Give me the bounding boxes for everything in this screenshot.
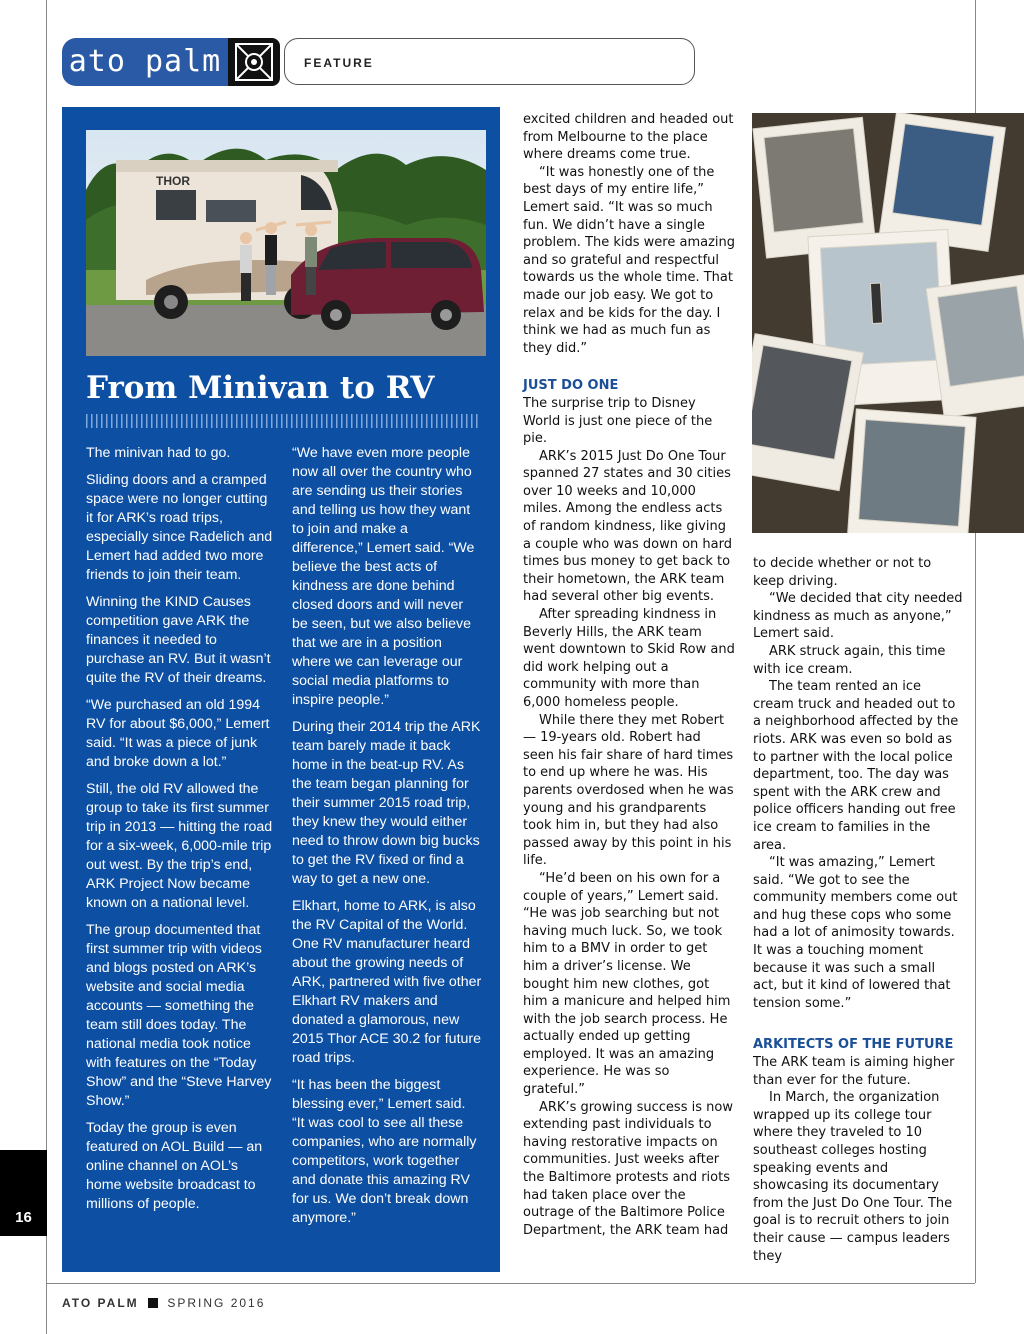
article-headline: From Minivan to RV: [86, 370, 435, 406]
paragraph: The team rented an ice cream truck and headed out to a neighborhood affected by the riots. ARK was even so bold as to partner with the local police department, too. The day was spent with the ARK crew and police officers handing out free ice cream to families in the area.: [753, 679, 959, 853]
paragraph: The ARK team is aiming higher than ever for the future.: [753, 1055, 955, 1088]
paragraph: “It was honestly one of the best days of my entire life,” Lemert said. “It was so much fun. We didn’t have a single problem. The kids were amazing and so grateful and respectful towards us the whole time. That made our job easy. We got to relax and be kids for the day. I think we had as much fun as they did.”: [523, 164, 736, 356]
paragraph: “We decided that city needed kindness as much as anyone,” Lemert said.: [753, 591, 963, 642]
footer-rule: [46, 1283, 975, 1284]
paragraph: excited children and headed out from Melbourne to the place where dreams come true.: [523, 112, 734, 163]
paragraph: It was a touching moment because it was such a small act, but it kind of lowered that tension some.”: [753, 943, 951, 1011]
paragraph: The surprise trip to Disney World is just one piece of the pie.: [523, 395, 713, 447]
footer: [62, 1296, 265, 1310]
paragraph: The group documented that first summer trip with videos and blogs posted on ARK’s website and social media accounts — something the team still does today. The national media took notice with features on the “Today Show” and the “Steve Harvey Show.”: [86, 922, 272, 1109]
paragraph: “We have even more people now all over the country who are sending us their stories and telling us how they want to join and make a difference,” Lemert said. “We believe the best acts of kindness are done behind closed doors and will never be seen, but we also believe that we are in a position where we can leverage our social media platforms to inspire people.”: [292, 445, 475, 708]
page-number: 16: [15, 1209, 32, 1226]
right-margin-rule-bottom: [975, 533, 976, 1283]
page-number-tab: [0, 1150, 47, 1236]
footer-issue: SPRING 2016: [167, 1296, 266, 1310]
footer-crest-icon: [148, 1298, 158, 1308]
section-label: FEATURE: [304, 56, 374, 70]
paragraph: After spreading kindness in Beverly Hills, the ARK team went downtown to Skid Row and did work helping out a community with more than 6,000 homeless people.: [523, 607, 735, 710]
paragraph: The minivan had to go.: [86, 445, 231, 461]
paragraph: “He’d been on his own for a couple of years,” Lemert said. “He was job searching but not having much luck. So, we took him to a BMV in order to get him a driver’s license. We bought him new clothes, got him a manicure and helped him with the job search process. He actually ended up getting employed. It was an amazing experience. He was so grateful.”: [523, 870, 731, 1098]
right-margin-rule-top: [975, 0, 976, 113]
paragraph: ARK struck again, this time with ice cream.: [753, 643, 946, 677]
paragraph: Today the group is even featured on AOL Build — an online channel on AOL’s home website broadcast to millions of people.: [86, 1120, 263, 1212]
paragraph: Still, the old RV allowed the group to take its first summer trip in 2013 — hitting the road for a six-week, 6,000-mile trip out west. By the trip’s end, ARK Project Now became known on a national level.: [86, 781, 273, 911]
left-margin-rule: [46, 0, 47, 1334]
paragraph: to decide whether or not to keep driving.: [753, 556, 932, 589]
headline-divider: [86, 414, 480, 428]
paragraph: While there they met Robert — 19-years old. Robert had seen his fair share of hard times to end up where he was. His parents overdosed when he was young and his grandparents took him in, but they had also passed away by this point in his life.: [523, 712, 734, 869]
paragraph: Elkhart, home to ARK, is also the RV Capital of the World. One RV manufacturer heard about the growing needs of ARK, partnered with five other Elkhart RV makers and donated a glamorous, new 2015 Thor ACE 30.2 for future road trips.: [292, 898, 482, 1066]
paragraph: During their 2014 trip the ARK team barely made it back home in the beat-up RV. As the team began planning for their summer 2015 road trip, they knew they would either need to throw down big bucks to get the RV fixed or find a way to get a new one.: [292, 719, 481, 887]
paragraph: “It has been the biggest blessing ever,” Lemert said. “It was cool to see all these companies, who are normally competitors, work together and donate this amazing RV for us. We don’t break down anymore.”: [292, 1077, 477, 1226]
article-column-4: [753, 555, 963, 1265]
rv-photo: [86, 130, 486, 356]
article-column-1: [86, 444, 276, 1222]
subhead-arkitects: ARKITECTS OF THE FUTURE: [753, 1037, 954, 1053]
subhead-just-do-one: JUST DO ONE: [523, 378, 619, 394]
ato-crest-icon: [228, 38, 280, 86]
ato-palm-logo: ato palm: [62, 38, 228, 86]
polaroid-photos: [752, 113, 1024, 533]
footer-publication: ATO PALM: [62, 1296, 139, 1310]
article-column-3: [523, 111, 735, 1239]
paragraph: ARK’s 2015 Just Do One Tour spanned 27 states and 30 cities over 10 weeks and 10,000 miles. Among the endless acts of random kindness, like giving a couple who was down on hard times bus money to get back to their hometown, the ARK team had several other big events.: [523, 448, 733, 605]
paragraph: Winning the KIND Causes competition gave ARK the finances it needed to purchase an RV. But it wasn’t quite the RV of their dreams.: [86, 594, 271, 686]
article-column-2: [292, 444, 482, 1236]
paragraph: ARK’s growing success is now extending past individuals to having restorative impacts on communities. Just weeks after the Baltimore protests and riots had taken place over the outrage of the Baltimore Police Department, the ARK team had: [523, 1099, 733, 1238]
paragraph: Sliding doors and a cramped space were no longer cutting it for ARK’s road trips, especially since Radelich and Lemert had added two more friends to join their team.: [86, 472, 273, 583]
paragraph: “It was amazing,” Lemert said. “We got to see the community members come out and hug these cops who some had a lot of animosity towards.: [753, 855, 958, 941]
paragraph: In March, the organization wrapped up its college tour where they traveled to 10 southeast colleges hosting speaking events and showcasing its documentary from the Just Do One Tour. The goal is to recruit others to join their cause — campus leaders they: [753, 1090, 953, 1264]
rv-brand-text: THOR: [156, 174, 190, 188]
paragraph: “We purchased an old 1994 RV for about $6,000,” Lemert said. “It was a piece of junk and broke down a lot.”: [86, 697, 270, 770]
